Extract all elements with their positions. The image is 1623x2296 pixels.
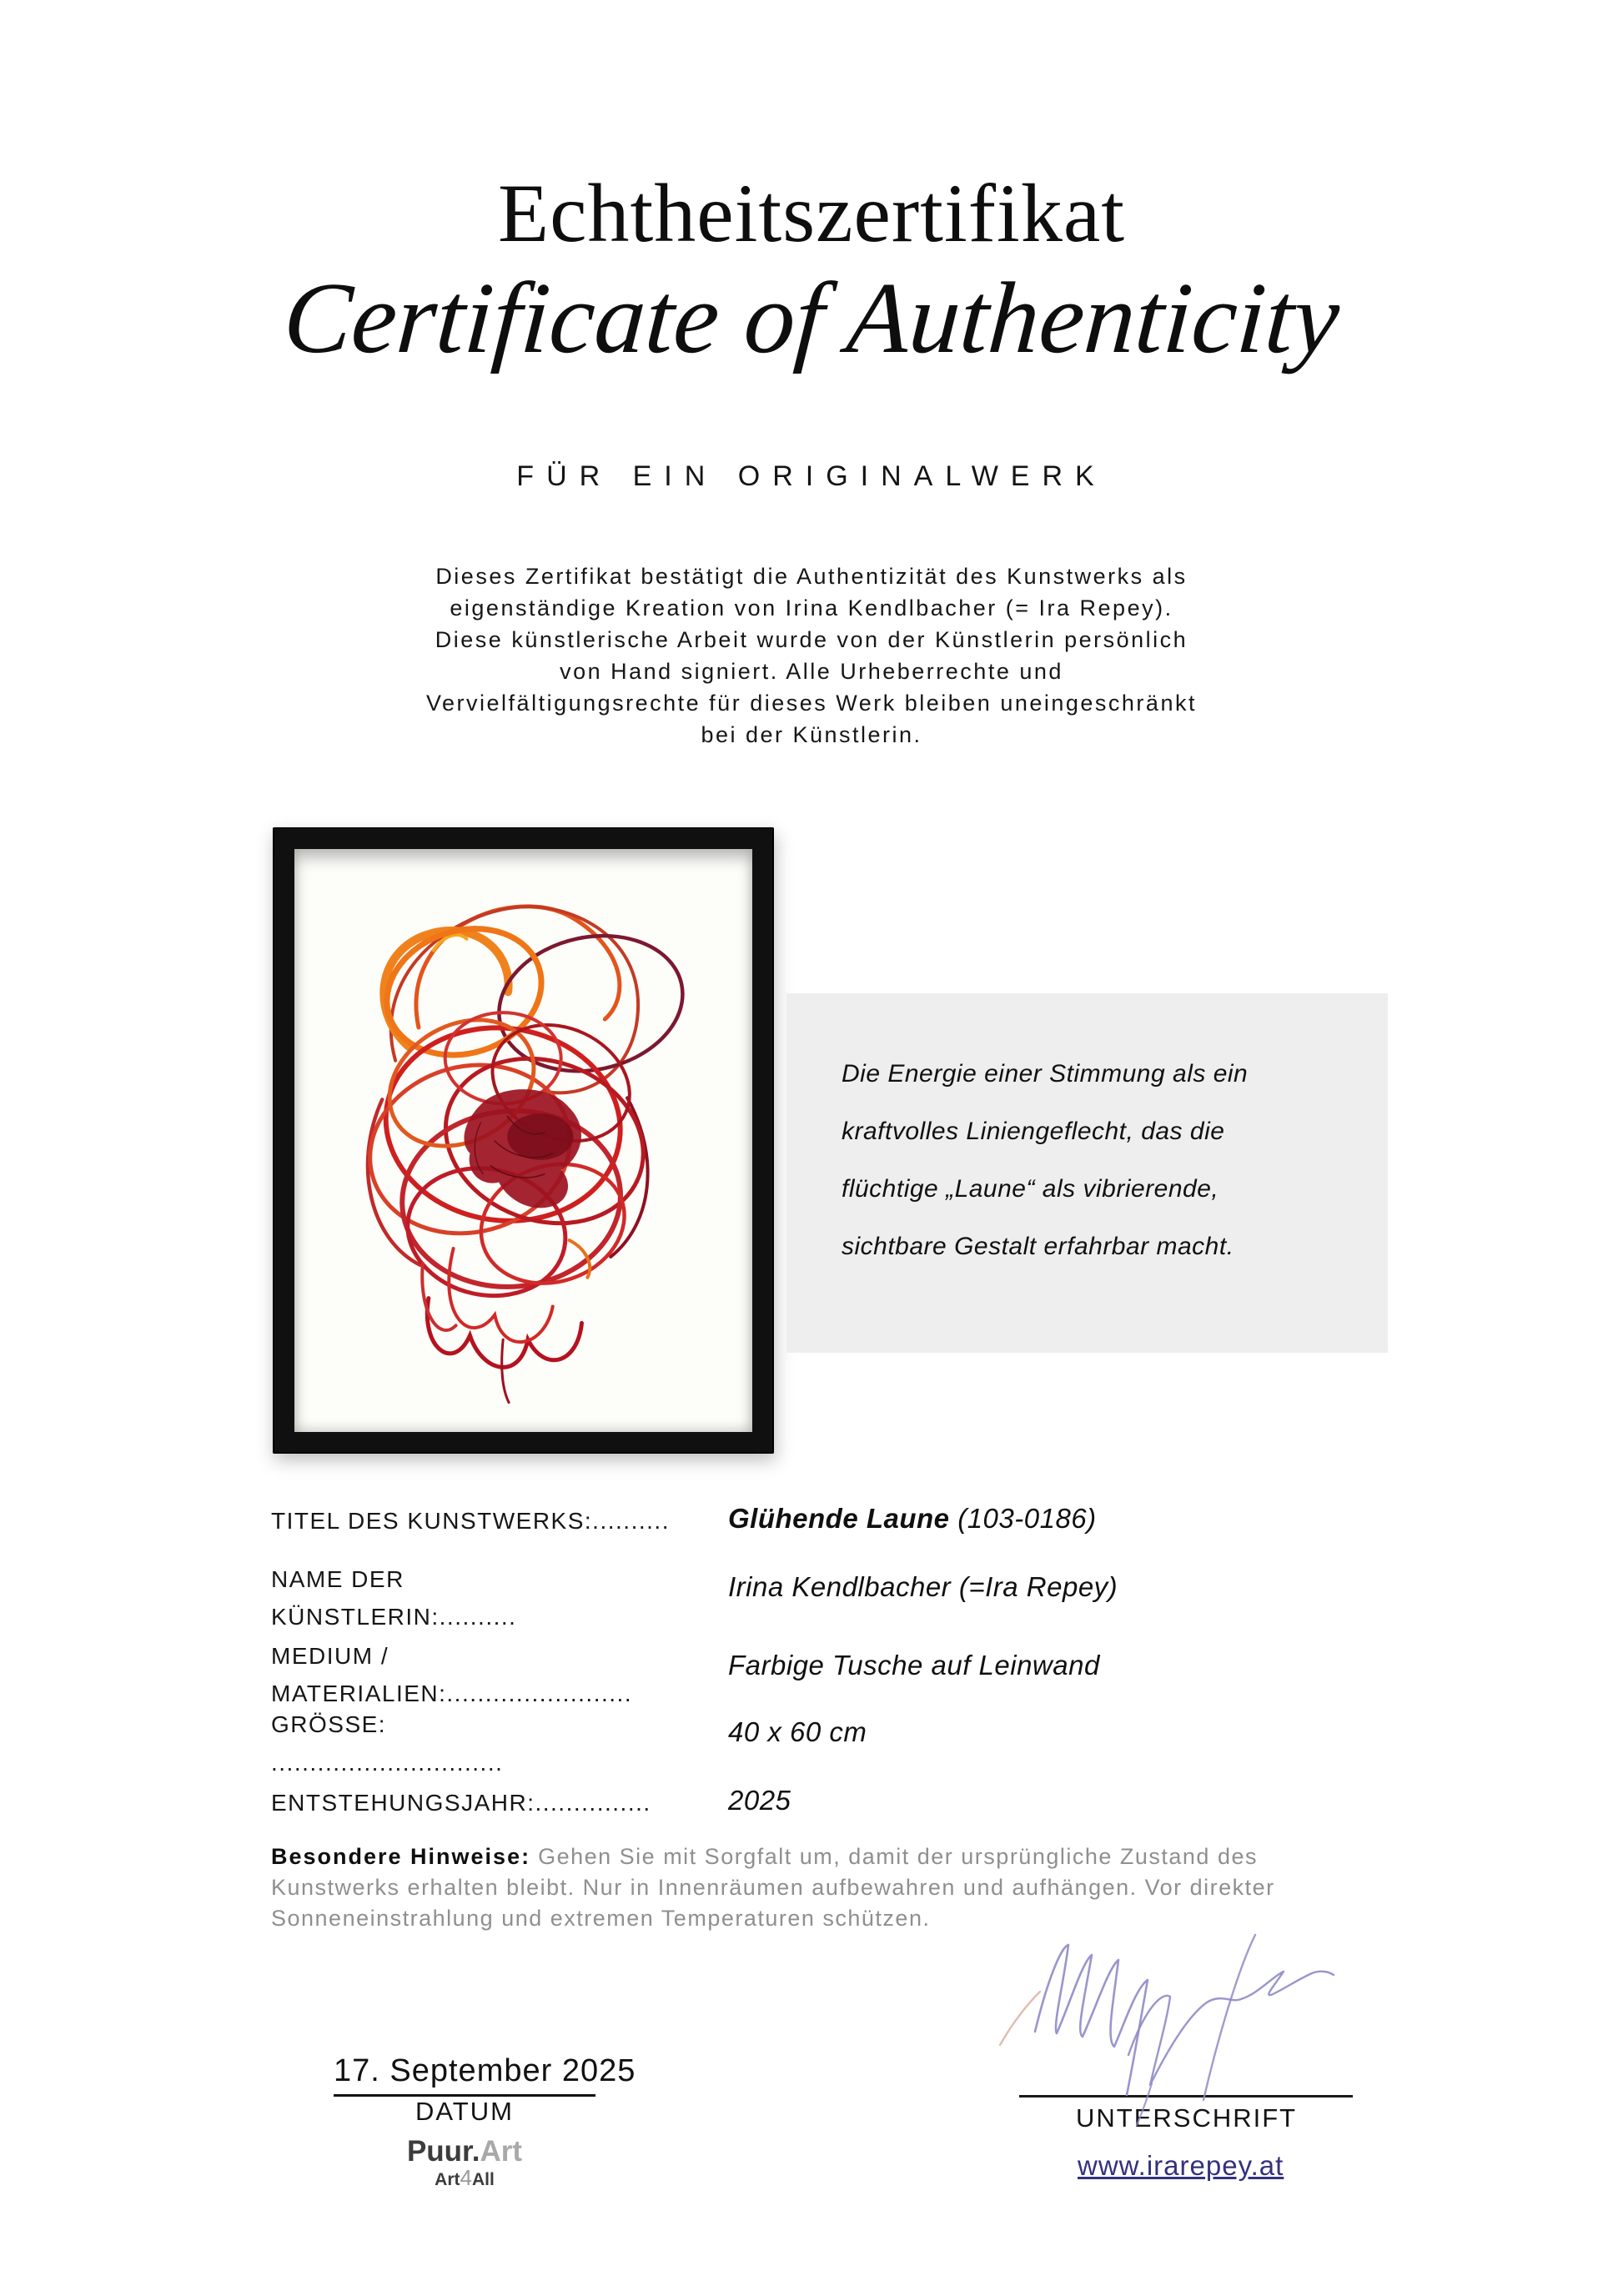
intro-line: Dieses Zertifikat bestätigt die Authentizität des Kunstwerks als [435,564,1188,589]
field-label-year: ENTSTEHUNGSJAHR:............... [271,1790,651,1816]
field-label-size-line2: .............................. [271,1750,504,1776]
care-instructions-label: Besondere Hinweise: [271,1844,531,1869]
date-label: DATUM [415,2097,514,2126]
field-value-size: 40 x 60 cm [728,1716,867,1747]
intro-line: von Hand signiert. Alle Urheberrechte und [560,659,1063,684]
intro-line: Vervielfältigungsrechte für dieses Werk bleiben uneingeschränkt [426,691,1197,716]
artwork-number: (103-0186) [949,1503,1097,1534]
artwork-ink-drawing [294,849,752,1432]
certificate-title-german: Echtheitszertifikat [497,167,1125,259]
certificate-title-english: Certificate of Authenticity [279,262,1344,374]
artwork-title: Glühende Laune [728,1503,950,1534]
signature-label: UNTERSCHRIFT [1076,2103,1298,2133]
logo-tagline-all: All [471,2170,495,2189]
field-value-title [728,1503,1097,1535]
signature-handwriting [988,1928,1364,2133]
certificate-intro-paragraph [0,560,1623,751]
note-line: Die Energie einer Stimmung als ein [842,1060,1249,1088]
field-label-title: TITEL DES KUNSTWERKS:.......... [271,1508,670,1534]
intro-line: bei der Künstlerin. [701,722,922,747]
field-label-medium-line1: MEDIUM / [271,1643,389,1669]
logo-wordmark [334,2137,595,2167]
logo-part-dark: Puur. [406,2135,480,2168]
date-value: 17. September 2025 [334,2053,595,2097]
field-label-artist-line1: NAME DER [271,1566,404,1592]
field-label-medium-line2: MATERIALIEN:........................ [271,1681,633,1706]
note-line: sichtbare Gestalt erfahrbar macht. [842,1233,1234,1260]
field-value-artist: Irina Kendlbacher (=Ira Repey) [728,1571,1118,1602]
artwork-photo-frame [273,827,774,1454]
logo-tagline [334,2167,595,2191]
intro-line: Diese künstlerische Arbeit wurde von der Künstlerin persönlich [435,627,1188,652]
logo-tagline-4: 4 [460,2165,472,2190]
note-line: kraftvolles Liniengeflecht, das die [842,1118,1225,1145]
artwork-description-box [786,993,1388,1353]
puurart-logo [334,2137,595,2191]
note-line: flüchtige „Laune“ als vibrierende, [842,1175,1219,1203]
field-value-medium: Farbige Tusche auf Leinwand [728,1650,1100,1681]
care-instructions-text: Gehen Sie mit Sorgfalt um, damit der ursprüngliche Zustand des Kunstwerks erhalten bleibt. Nur in Innenräumen aufbewahren und aufhängen. Vor direkter Sonneneinstrahlung und extremen Temperaturen schützen. [271,1844,1283,1931]
logo-part-light: Art [480,2135,523,2168]
field-value-year: 2025 [728,1785,791,1816]
website-link[interactable]: www.irarepey.at [1078,2150,1284,2181]
artwork-image [294,849,752,1432]
intro-line: eigenständige Kreation von Irina Kendlbacher (= Ira Repey). [450,595,1173,620]
certificate-subtitle: FÜR EIN ORIGINALWERK [516,460,1107,492]
care-instructions [271,1841,1297,1934]
logo-tagline-art: Art [435,2170,460,2189]
field-label-size-line1: GRÖSSE: [271,1711,387,1737]
field-label-artist-line2: KÜNSTLERIN:.......... [271,1604,517,1630]
